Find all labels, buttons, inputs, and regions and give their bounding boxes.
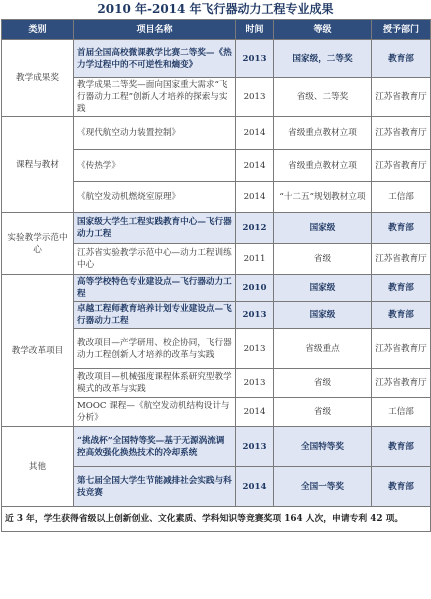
header-department: 授予部门 — [372, 20, 431, 40]
department-cell: 工信部 — [372, 182, 431, 213]
project-name-cell: 教改项目—产学研用、校企协同，飞行器动力工程创新人才培养的改革与实践 — [74, 329, 236, 369]
department-cell: 工信部 — [372, 398, 431, 427]
year-cell: 2013 — [236, 78, 274, 117]
level-cell: 省级重点 — [274, 329, 372, 369]
level-cell: 国家级 — [274, 275, 372, 302]
table-header-row — [2, 20, 431, 40]
year-cell: 2013 — [236, 427, 274, 467]
level-cell: 国家级 — [274, 213, 372, 244]
year-cell: 2014 — [236, 182, 274, 213]
project-name-cell: 高等学校特色专业建设点—飞行器动力工程 — [74, 275, 236, 302]
department-cell: 江苏省教育厅 — [372, 329, 431, 369]
project-name-cell: 第七届全国大学生节能减排社会实践与科技竞赛 — [74, 467, 236, 507]
project-name-cell: 首届全国高校微课教学比赛二等奖—《热力学过程中的不可逆性和熵变》 — [74, 40, 236, 78]
project-name-cell: MOOC 课程—《航空发动机结构设计与分析》 — [74, 398, 236, 427]
project-name-cell: 《航空发动机燃烧室原理》 — [74, 182, 236, 213]
department-cell: 江苏省教育厅 — [372, 244, 431, 275]
header-project-name: 项目名称 — [74, 20, 236, 40]
year-cell: 2013 — [236, 302, 274, 329]
project-name-cell: “挑战杯”全国特等奖—基于无源涡流调控高效强化换热技术的冷却系统 — [74, 427, 236, 467]
level-cell: 省级重点教材立项 — [274, 150, 372, 182]
department-cell: 江苏省教育厅 — [372, 150, 431, 182]
year-cell: 2013 — [236, 369, 274, 398]
project-name-cell: 卓越工程师教育培养计划专业建设点—飞行器动力工程 — [74, 302, 236, 329]
category-cell: 教学成果奖 — [2, 40, 74, 117]
department-cell: 教育部 — [372, 213, 431, 244]
department-cell: 教育部 — [372, 302, 431, 329]
category-cell: 教学改革项目 — [2, 275, 74, 427]
department-cell: 教育部 — [372, 40, 431, 78]
level-cell: 省级 — [274, 369, 372, 398]
category-cell: 课程与教材 — [2, 117, 74, 213]
header-category: 类别 — [2, 20, 74, 40]
year-cell: 2014 — [236, 150, 274, 182]
table-row — [2, 427, 431, 467]
project-name-cell: 教改项目—机械强度课程体系研究型教学模式的改革与实践 — [74, 369, 236, 398]
year-cell: 2014 — [236, 467, 274, 507]
table-row — [2, 507, 431, 532]
table-row — [2, 213, 431, 244]
level-cell: 省级 — [274, 398, 372, 427]
year-cell: 2013 — [236, 40, 274, 78]
year-cell: 2010 — [236, 275, 274, 302]
page-title: 2010 年-2014 年飞行器动力工程专业成果 — [97, 2, 334, 16]
table-row — [2, 117, 431, 150]
summary-note: 近 3 年，学生获得省级以上创新创业、文化素质、学科知识等竞赛奖项 164 人次，申请专利 42 项。 — [2, 507, 431, 532]
department-cell: 教育部 — [372, 467, 431, 507]
level-cell: 全国一等奖 — [274, 467, 372, 507]
level-cell: 省级 — [274, 244, 372, 275]
level-cell: 全国特等奖 — [274, 427, 372, 467]
department-cell: 江苏省教育厅 — [372, 369, 431, 398]
category-cell: 其他 — [2, 427, 74, 507]
project-name-cell: 《现代航空动力装置控制》 — [74, 117, 236, 150]
department-cell: 教育部 — [372, 427, 431, 467]
department-cell: 江苏省教育厅 — [372, 117, 431, 150]
header-year: 时间 — [236, 20, 274, 40]
project-name-cell: 《传热学》 — [74, 150, 236, 182]
year-cell: 2011 — [236, 244, 274, 275]
category-cell: 实验教学示范中心 — [2, 213, 74, 275]
year-cell: 2012 — [236, 213, 274, 244]
table-body — [2, 40, 431, 532]
project-name-cell: 教学成果二等奖—面向国家重大需求“飞行器动力工程”创新人才培养的探索与实践 — [74, 78, 236, 117]
year-cell: 2014 — [236, 398, 274, 427]
level-cell: 省级重点教材立项 — [274, 117, 372, 150]
header-level: 等级 — [274, 20, 372, 40]
year-cell: 2014 — [236, 117, 274, 150]
department-cell: 江苏省教育厅 — [372, 78, 431, 117]
year-cell: 2013 — [236, 329, 274, 369]
level-cell: 省级、二等奖 — [274, 78, 372, 117]
table-row — [2, 275, 431, 302]
department-cell: 教育部 — [372, 275, 431, 302]
project-name-cell: 国家级大学生工程实践教育中心—飞行器动力工程 — [74, 213, 236, 244]
level-cell: “十二五”规划教材立项 — [274, 182, 372, 213]
project-name-cell: 江苏省实验教学示范中心—动力工程训练中心 — [74, 244, 236, 275]
achievements-table — [1, 19, 431, 532]
table-row — [2, 40, 431, 78]
level-cell: 国家级 — [274, 302, 372, 329]
level-cell: 国家级，二等奖 — [274, 40, 372, 78]
